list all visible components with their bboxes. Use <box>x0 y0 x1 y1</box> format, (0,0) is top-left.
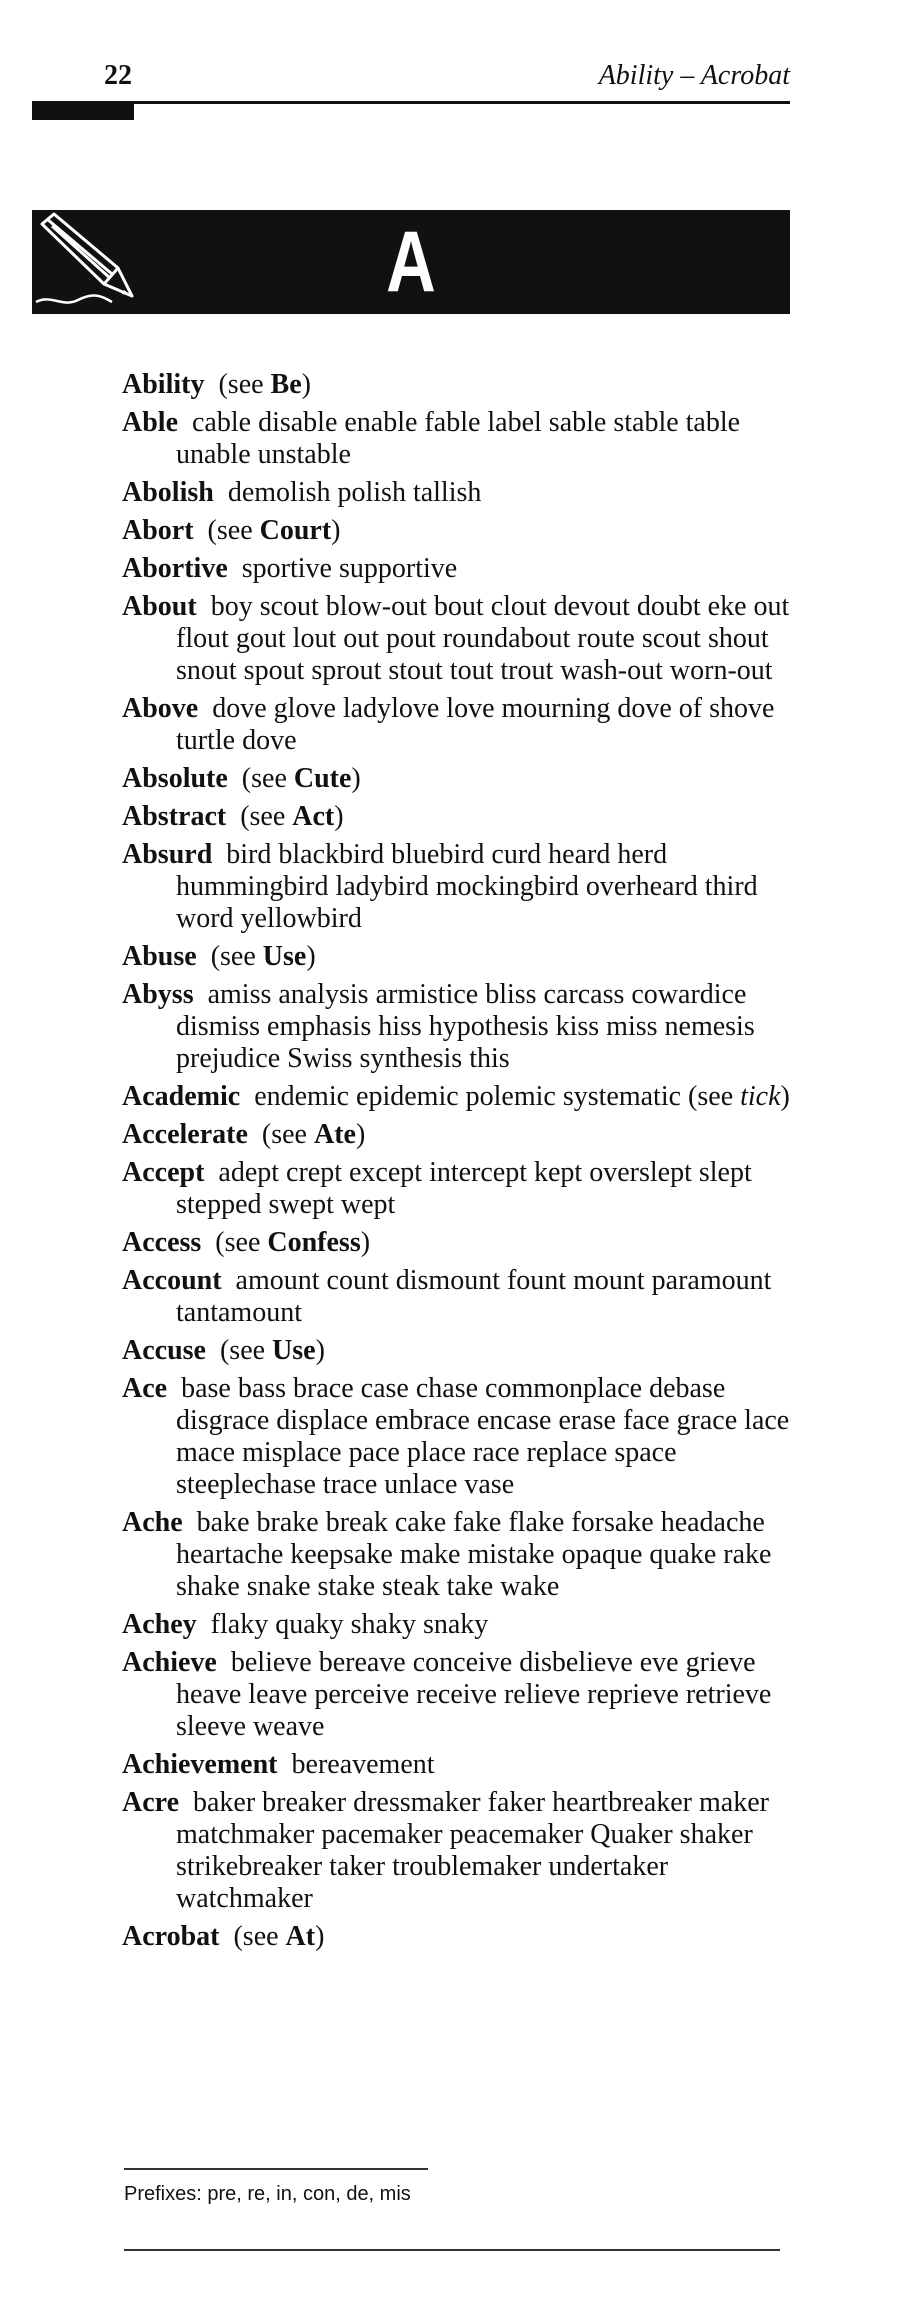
entry-headword: Abuse <box>122 941 197 972</box>
entry-rhymes: cable disable enable fable label sable stable table unable unstable <box>176 407 741 470</box>
entry-rhymes: demolish polish tallish <box>227 477 482 508</box>
entries-list <box>122 369 792 1959</box>
entry-headword: Absurd <box>122 839 213 870</box>
entry <box>122 1157 792 1221</box>
prefixes-note: Prefixes: pre, re, in, con, de, mis <box>124 2183 411 2205</box>
entry-rhymes: amount count dismount fount mount paramount tantamount <box>176 1265 772 1328</box>
entry: Accuse (see Use) <box>122 1335 325 1366</box>
see-reference: Court <box>259 515 332 546</box>
entry <box>122 407 792 471</box>
entry-headword: Acre <box>122 1787 179 1818</box>
entry: Accelerate (see Ate) <box>122 1119 366 1150</box>
entry-headword: Ache <box>122 1507 183 1538</box>
entry <box>122 553 792 585</box>
entry-headword: Ace <box>122 1373 168 1404</box>
entry-headword: Access <box>122 1227 202 1258</box>
entry-rhymes: adept crept except intercept kept overslept slept stepped swept wept <box>176 1157 752 1220</box>
entry-headword: Academic <box>122 1081 241 1112</box>
entry <box>122 1373 792 1501</box>
entry-headword: About <box>122 591 197 622</box>
entry-headword: Abyss <box>122 979 194 1010</box>
entry-rhymes: endemic epidemic polemic systematic <box>254 1081 682 1112</box>
header-rule-block <box>32 104 134 120</box>
entry-headword: Accept <box>122 1157 205 1188</box>
entry-rhymes: baker breaker dressmaker faker heartbreaker maker matchmaker pacemaker peacemaker Quaker shaker strikebreaker taker troublemaker undertaker watchmaker <box>176 1787 769 1914</box>
see-reference: At <box>285 1921 316 1952</box>
banner-letter: A <box>386 214 436 310</box>
entry-headword: Abstract <box>122 801 227 832</box>
entry: Absolute (see Cute) <box>122 763 361 794</box>
entry-headword: Able <box>122 407 178 438</box>
entry-headword: Account <box>122 1265 222 1296</box>
letter-banner <box>32 210 790 314</box>
entry-headword: Abortive <box>122 553 228 584</box>
entry <box>122 591 792 687</box>
entry-rhymes: dove glove ladylove love mourning dove of shove turtle dove <box>176 693 775 756</box>
entry-rhymes: bird blackbird bluebird curd heard herd hummingbird ladybird mockingbird overheard third word yellowbird <box>176 839 758 934</box>
entry-rhymes: amiss analysis armistice bliss carcass cowardice dismiss emphasis hiss hypothesis kiss miss nemesis prejudice Swiss synthesis this <box>176 979 755 1074</box>
footer-rule <box>124 2249 780 2251</box>
entry-headword: Above <box>122 693 199 724</box>
entry-rhymes: base bass brace case chase commonplace debase disgrace displace embrace encase erase face grace lace mace misplace pace place race replace space steeplechase trace unlace vase <box>176 1373 790 1500</box>
entry <box>122 477 792 509</box>
see-reference: Act <box>292 801 335 832</box>
entry-headword: Achey <box>122 1609 197 1640</box>
entry-headword: Abort <box>122 515 194 546</box>
see-reference: Use <box>272 1335 316 1366</box>
see-reference: Ate <box>313 1119 356 1150</box>
entry: Abort (see Court) <box>122 515 341 546</box>
entry <box>122 1749 792 1781</box>
entry-rhymes: bake brake break cake fake flake forsake headache heartache keepsake make mistake opaque quake rake shake snake stake steak take wake <box>176 1507 772 1602</box>
footer-short-rule <box>124 2168 428 2170</box>
header-rule <box>32 101 790 104</box>
entry-headword: Ability <box>122 369 205 400</box>
entry <box>122 693 792 757</box>
entry <box>122 1609 792 1641</box>
see-reference: tick <box>740 1081 781 1112</box>
entry <box>122 1787 792 1915</box>
entry-headword: Abolish <box>122 477 214 508</box>
entry <box>122 1507 792 1603</box>
entry-headword: Achievement <box>122 1749 278 1780</box>
entry: Ability (see Be) <box>122 369 311 400</box>
entry-headword: Achieve <box>122 1647 217 1678</box>
entry-rhymes: believe bereave conceive disbelieve eve grieve heave leave perceive receive relieve reprieve retrieve sleeve weave <box>176 1647 772 1742</box>
see-reference: Cute <box>293 763 352 794</box>
page-number: 22 <box>104 60 132 91</box>
entry <box>122 979 792 1075</box>
entry-headword: Acrobat <box>122 1921 220 1952</box>
entry: Acrobat (see At) <box>122 1921 325 1952</box>
entry: Abuse (see Use) <box>122 941 316 972</box>
see-reference: Confess <box>267 1227 361 1258</box>
entry <box>122 1647 792 1743</box>
entry-rhymes: boy scout blow-out bout clout devout doubt eke out flout gout lout out pout roundabout route scout shout snout spout sprout stout tout trout wash-out worn-out <box>176 591 790 686</box>
entry-rhymes: sportive supportive <box>241 553 458 584</box>
entry <box>122 839 792 935</box>
entry-rhymes: flaky quaky shaky snaky <box>210 1609 489 1640</box>
see-reference: Be <box>270 369 302 400</box>
see-reference: Use <box>262 941 307 972</box>
entry-rhymes: bereavement <box>291 1749 435 1780</box>
entry: Access (see Confess) <box>122 1227 371 1258</box>
running-head: Ability – Acrobat <box>598 60 790 91</box>
entry: Academic endemic epidemic polemic systematic (see tick) <box>122 1081 790 1112</box>
entry: Abstract (see Act) <box>122 801 344 832</box>
entry-headword: Absolute <box>122 763 228 794</box>
entry-headword: Accuse <box>122 1335 206 1366</box>
entry-headword: Accelerate <box>122 1119 248 1150</box>
entry <box>122 1265 792 1329</box>
